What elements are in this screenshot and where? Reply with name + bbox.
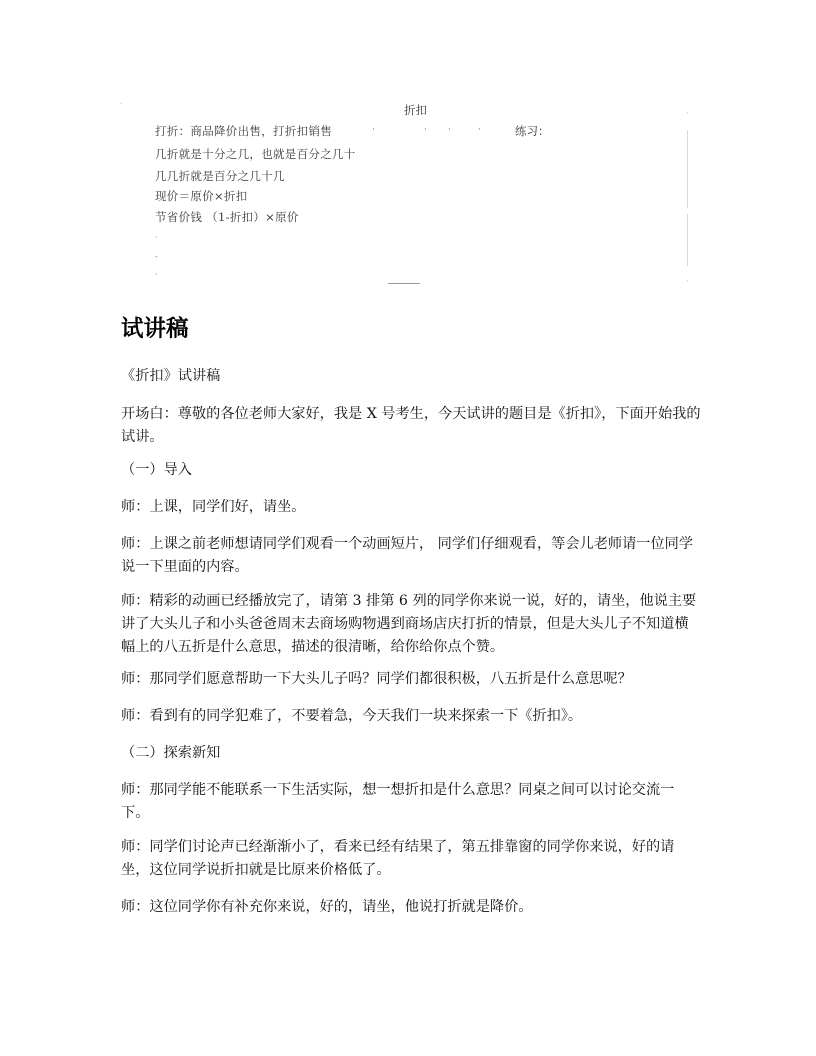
section-heading: （二）探索新知 bbox=[121, 745, 221, 761]
dot-mark: · bbox=[424, 125, 427, 135]
board-line: 几折就是十分之几，也就是百分之几十 bbox=[155, 147, 356, 161]
board-practice-label: 练习： bbox=[515, 124, 550, 138]
paragraph: 开场白：尊敬的各位老师大家好，我是 X 号考生，今天试讲的题目是《折扣》，下面开始我的试讲。 bbox=[121, 406, 701, 445]
paragraph: 《折扣》试讲稿 bbox=[121, 368, 221, 384]
dot-mark: · bbox=[448, 125, 451, 135]
tick-mark: · bbox=[155, 270, 158, 279]
paragraph: 师：同学们讨论声已经渐渐小了，看来已经有结果了，第五排靠窗的同学你来说，好的请坐，这位同学说折扣就是比原来价格低了。 bbox=[121, 839, 675, 878]
board-line: 几几折就是百分之几十几 bbox=[155, 169, 285, 183]
section-heading: （一）导入 bbox=[121, 462, 192, 478]
board-title: 折扣 bbox=[404, 103, 427, 117]
paragraph: 师：这位同学你有补充你来说，好的，请坐，他说打折就是降价。 bbox=[121, 899, 533, 915]
board-edge bbox=[687, 214, 688, 266]
tick-mark: · bbox=[155, 233, 158, 242]
board-line: 节省价钱 （1-折扣）×原价 bbox=[155, 210, 299, 224]
board-edge bbox=[687, 130, 688, 208]
board-line: 现价＝原价×折扣 bbox=[155, 189, 248, 203]
dot-mark: · bbox=[372, 125, 375, 135]
corner-mark: ˻ bbox=[120, 95, 123, 105]
paragraph: 师：上课，同学们好，请坐。 bbox=[121, 499, 306, 515]
dot-mark: · bbox=[478, 125, 481, 135]
underline-mark bbox=[388, 283, 420, 284]
paragraph: 师：看到有的同学犯难了，不要着急，今天我们一块来探索一下《折扣》。 bbox=[121, 708, 583, 724]
paragraph: 师：精彩的动画已经播放完了，请第 3 排第 6 列的同学你来说一说，好的，请坐，他说主要讲了大头儿子和小头爸爸周末去商场购物遇到商场店庆打折的情景，但是大头儿子不知道横幅上的八五折是什么意思，描述的很清晰，给你给你点个赞。 bbox=[121, 593, 697, 655]
tick-mark: - bbox=[155, 252, 158, 261]
paragraph: 师：上课之前老师想请同学们观看一个动画短片， 同学们仔细观看，等会儿老师请一位同学说一下里面的内容。 bbox=[121, 536, 694, 575]
corner-mark: · bbox=[686, 277, 689, 287]
board-design-image bbox=[120, 92, 690, 290]
page-heading: 试讲稿 bbox=[121, 316, 189, 342]
paragraph: 师：那同学们愿意帮助一下大头儿子吗？同学们都很积极，八五折是什么意思呢？ bbox=[121, 671, 632, 687]
paragraph: 师：那同学能不能联系一下生活实际，想一想折扣是什么意思？同桌之间可以讨论交流一下。 bbox=[121, 782, 675, 821]
corner-mark: · bbox=[686, 109, 689, 119]
board-line: 打折：商品降价出售，打折扣销售 bbox=[155, 124, 332, 138]
